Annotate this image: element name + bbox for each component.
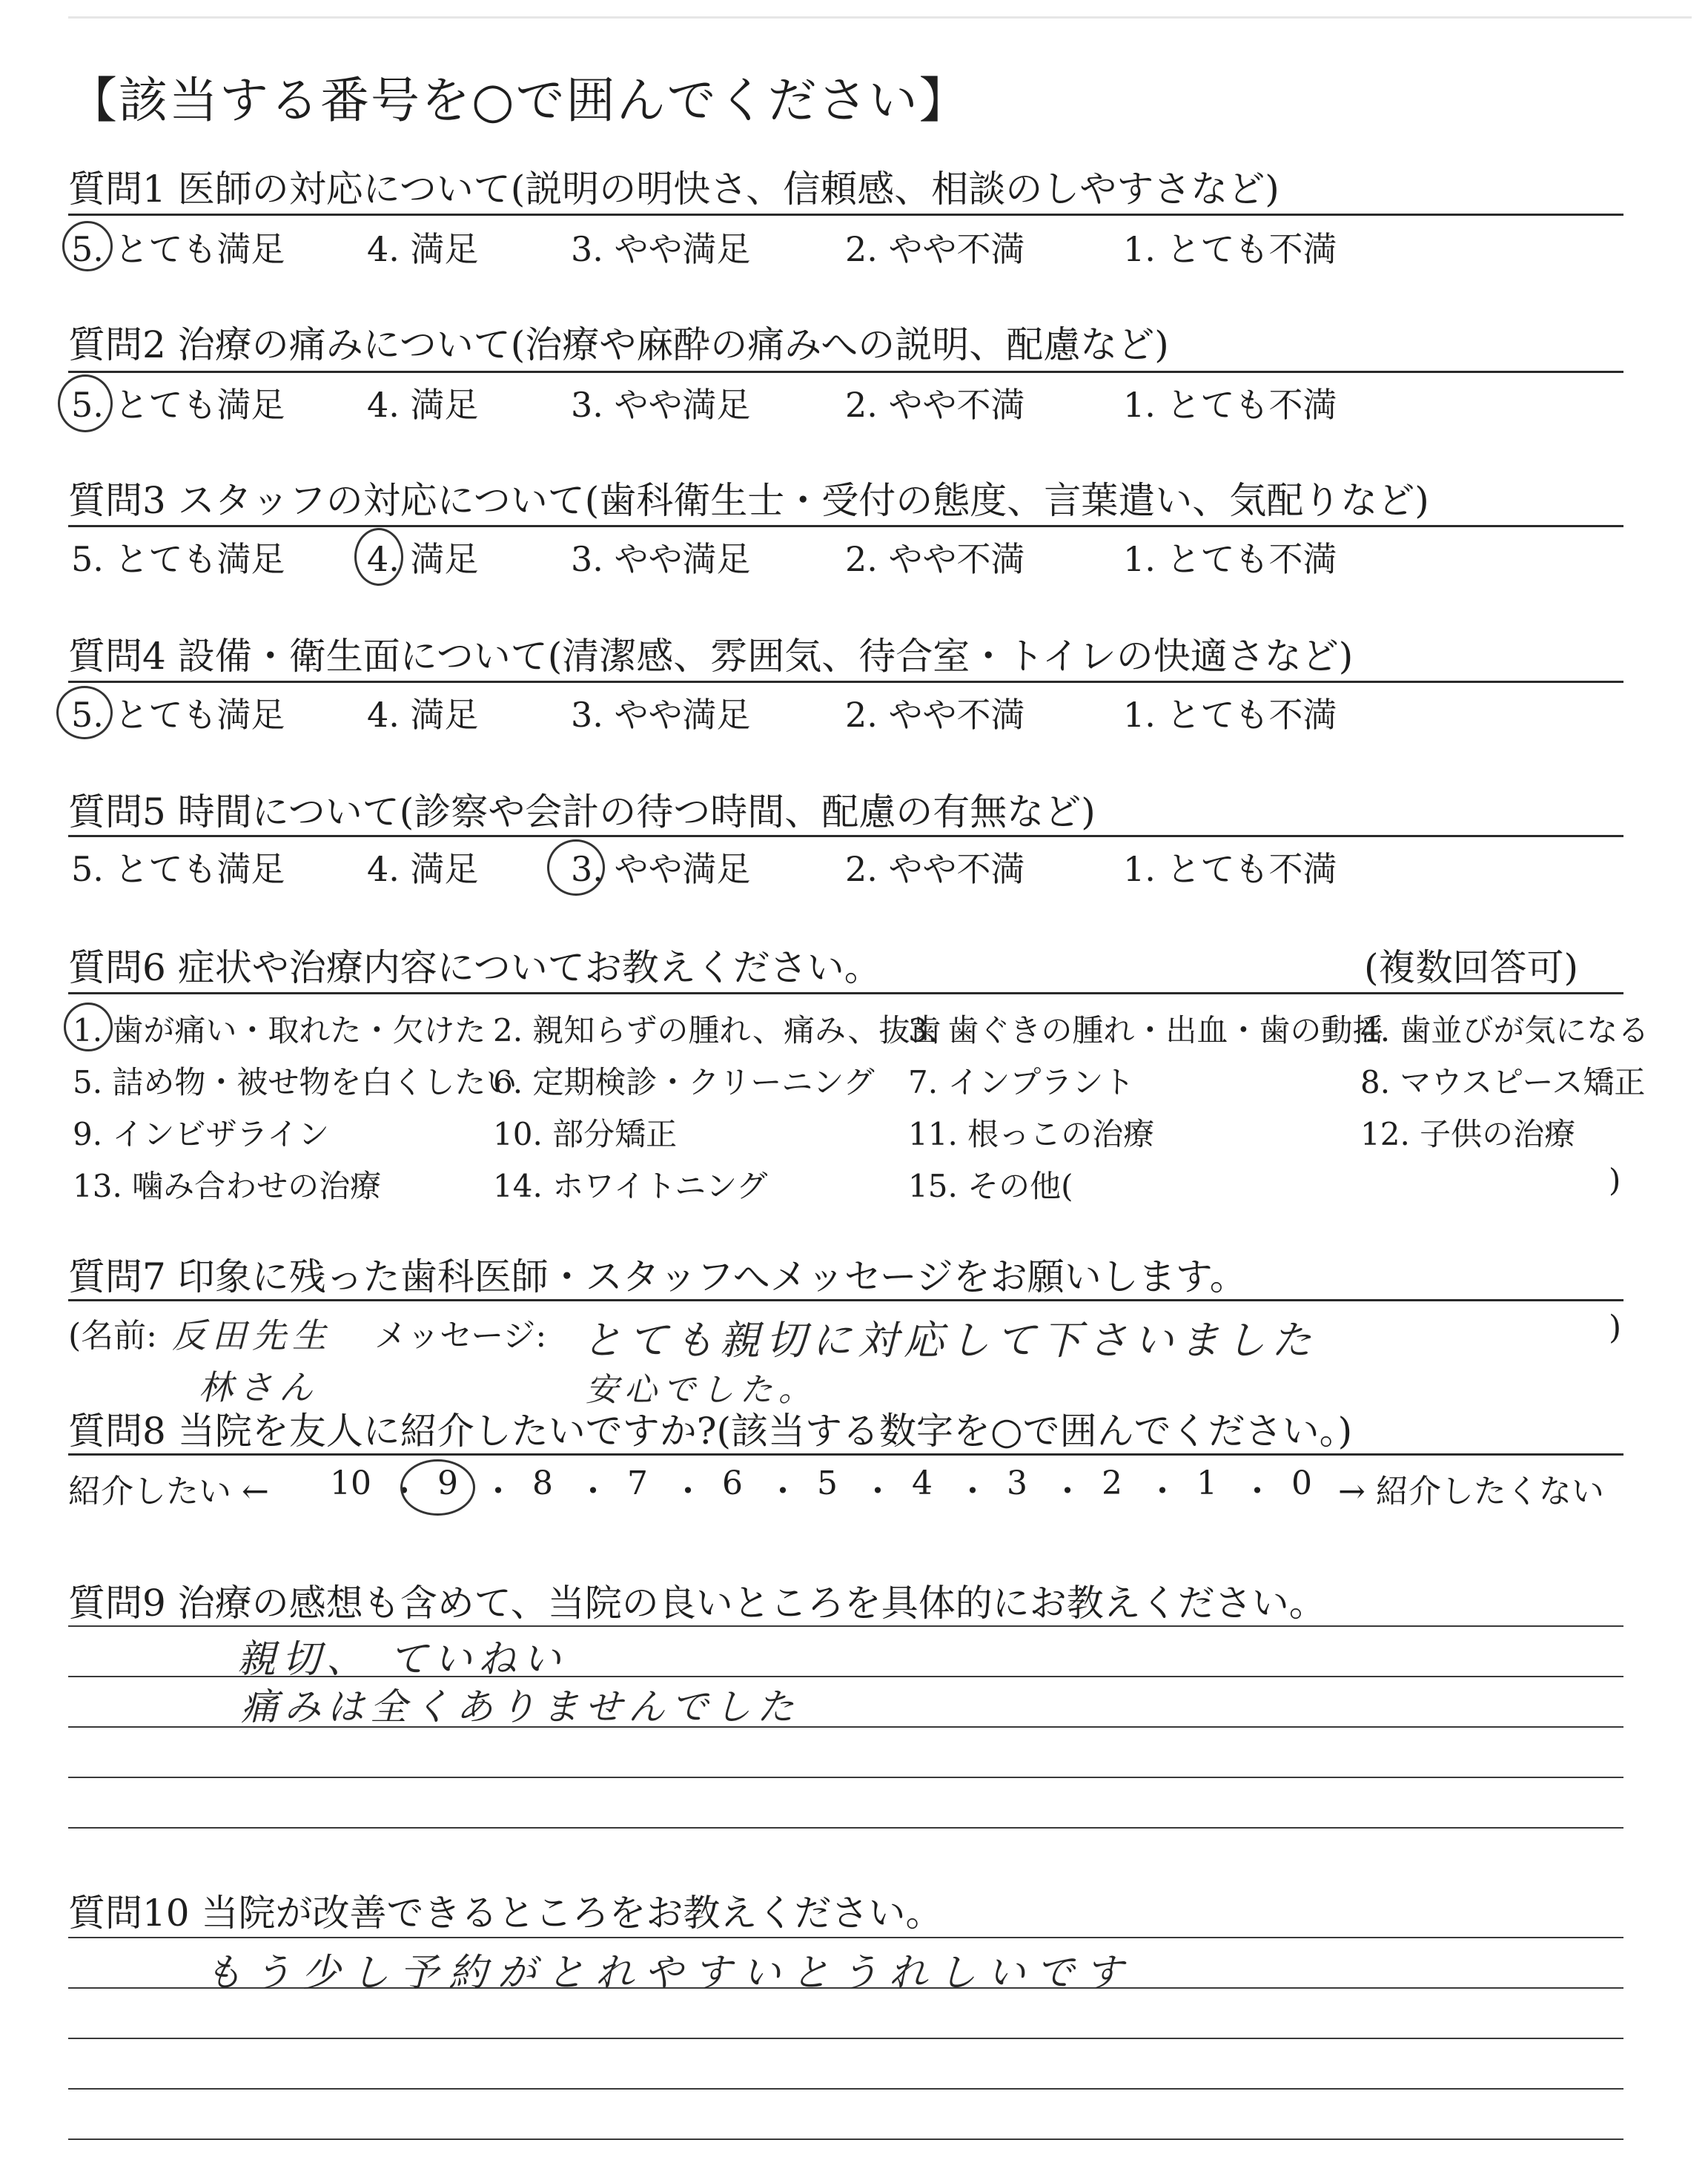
question-3-label: 質問3 スタッフの対応について(歯科衛生士・受付の態度、言葉遣い、気配りなど) bbox=[68, 479, 1429, 522]
q1-option-1[interactable]: 1. とても不満 bbox=[1123, 229, 1337, 269]
q1-option-3[interactable]: 3. やや満足 bbox=[571, 229, 751, 269]
q5-option-2[interactable]: 2. やや不満 bbox=[845, 849, 1025, 889]
q5-selection-circle bbox=[547, 839, 605, 896]
q6-selection-circle bbox=[64, 1003, 113, 1051]
q7-close-paren: ) bbox=[1609, 1309, 1622, 1347]
q6-option-1[interactable]: 1. 歯が痛い・取れた・欠けた bbox=[73, 1012, 486, 1048]
q8-score-4[interactable]: 4 bbox=[912, 1464, 933, 1502]
q2-option-5[interactable]: 5. とても満足 bbox=[71, 385, 285, 425]
q6-option-7[interactable]: 7. インプラント bbox=[908, 1064, 1135, 1100]
q7-message-line-2[interactable]: 安心でした。 bbox=[586, 1371, 817, 1409]
question-3-rule bbox=[68, 525, 1623, 527]
q2-option-3[interactable]: 3. やや満足 bbox=[571, 385, 751, 425]
q8-separator: ・ bbox=[767, 1473, 799, 1510]
q6-option-4[interactable]: 4. 歯並びが気になる bbox=[1360, 1012, 1649, 1048]
q10-line bbox=[68, 2038, 1623, 2039]
q2-option-2[interactable]: 2. やや不満 bbox=[845, 385, 1025, 425]
q9-answer-line-1[interactable]: 親切、 ていねい bbox=[237, 1637, 567, 1682]
q8-left-label: 紹介したい ← bbox=[68, 1473, 269, 1510]
question-10-label: 質問10 当院が改善できるところをお教えください。 bbox=[68, 1892, 943, 1935]
q6-option-8[interactable]: 8. マウスピース矯正 bbox=[1360, 1064, 1646, 1100]
question-7-rule bbox=[68, 1299, 1623, 1301]
q1-selection-circle bbox=[62, 221, 113, 271]
q4-option-4[interactable]: 4. 満足 bbox=[367, 695, 479, 735]
q8-score-9[interactable]: 9 bbox=[437, 1464, 458, 1502]
q4-option-2[interactable]: 2. やや不満 bbox=[845, 695, 1025, 735]
question-4-rule bbox=[68, 681, 1623, 683]
q9-line bbox=[68, 1827, 1623, 1829]
q3-option-1[interactable]: 1. とても不満 bbox=[1123, 539, 1337, 579]
question-6-label: 質問6 症状や治療内容についてお教えください。 bbox=[68, 946, 881, 989]
question-6-note: (複数回答可) bbox=[1364, 946, 1579, 989]
q3-option-2[interactable]: 2. やや不満 bbox=[845, 539, 1025, 579]
q8-selection-circle bbox=[400, 1459, 475, 1516]
q8-separator: ・ bbox=[1146, 1473, 1179, 1510]
q6-option-15-close: ) bbox=[1609, 1162, 1621, 1198]
q8-score-6[interactable]: 6 bbox=[722, 1464, 743, 1502]
q8-separator: ・ bbox=[672, 1473, 704, 1510]
q4-option-1[interactable]: 1. とても不満 bbox=[1123, 695, 1337, 735]
question-8-rule bbox=[68, 1453, 1623, 1456]
question-4-label: 質問4 設備・衛生面について(清潔感、雰囲気、待合室・トイレの快適さなど) bbox=[68, 635, 1354, 678]
q3-selection-circle bbox=[354, 528, 403, 586]
q10-line bbox=[68, 1937, 1623, 1938]
q7-message-line-1[interactable]: とても親切に対応して下さいました bbox=[582, 1317, 1317, 1364]
q8-separator: ・ bbox=[388, 1473, 420, 1510]
question-8-label: 質問8 当院を友人に紹介したいですか?(該当する数字を○で囲んでください。) bbox=[68, 1410, 1353, 1453]
q10-line bbox=[68, 2138, 1623, 2140]
q8-score-5[interactable]: 5 bbox=[817, 1464, 838, 1502]
q8-separator: ・ bbox=[482, 1473, 514, 1510]
q1-option-2[interactable]: 2. やや不満 bbox=[845, 229, 1025, 269]
q8-separator: ・ bbox=[861, 1473, 894, 1510]
question-5-label: 質問5 時間について(診察や会計の待つ時間、配慮の有無など) bbox=[68, 790, 1096, 833]
question-7-label: 質問7 印象に残った歯科医師・スタッフへメッセージをお願いします。 bbox=[68, 1255, 1247, 1298]
q9-line bbox=[68, 1625, 1623, 1627]
q3-option-4[interactable]: 4. 満足 bbox=[367, 539, 479, 579]
q5-option-1[interactable]: 1. とても不満 bbox=[1123, 849, 1337, 889]
q5-option-5[interactable]: 5. とても満足 bbox=[71, 849, 285, 889]
q5-option-4[interactable]: 4. 満足 bbox=[367, 849, 479, 889]
question-5-rule bbox=[68, 835, 1623, 837]
q10-answer-line-1[interactable]: もう少し予約がとれやすいとうれしいです bbox=[204, 1951, 1134, 1995]
question-1-label: 質問1 医師の対応について(説明の明快さ、信頼感、相談のしやすさなど) bbox=[68, 168, 1280, 211]
q6-option-6[interactable]: 6. 定期検診・クリーニング bbox=[493, 1064, 875, 1100]
q6-option-13[interactable]: 13. 噛み合わせの治療 bbox=[73, 1168, 382, 1204]
question-2-label: 質問2 治療の痛みについて(治療や麻酔の痛みへの説明、配慮など) bbox=[68, 323, 1169, 366]
q10-line bbox=[68, 2088, 1623, 2090]
q6-option-14[interactable]: 14. ホワイトニング bbox=[493, 1168, 768, 1204]
question-9-label: 質問9 治療の感想も含めて、当院の良いところを具体的にお教えください。 bbox=[68, 1582, 1326, 1625]
q8-separator: ・ bbox=[956, 1473, 989, 1510]
q1-option-4[interactable]: 4. 満足 bbox=[367, 229, 479, 269]
q8-separator: ・ bbox=[577, 1473, 609, 1510]
q4-option-5[interactable]: 5. とても満足 bbox=[71, 695, 285, 735]
q5-option-3[interactable]: 3. やや満足 bbox=[571, 849, 751, 889]
q8-separator: ・ bbox=[1241, 1473, 1274, 1510]
q7-name-label: (名前: bbox=[68, 1317, 157, 1355]
q7-name-line-1[interactable]: 反田先生 bbox=[172, 1315, 332, 1355]
q9-answer-line-2[interactable]: 痛みは全くありませんでした bbox=[241, 1685, 800, 1728]
q4-option-3[interactable]: 3. やや満足 bbox=[571, 695, 751, 735]
question-6-rule bbox=[68, 992, 1623, 994]
question-2-rule bbox=[68, 371, 1623, 373]
q4-selection-circle bbox=[56, 686, 113, 739]
q8-score-2[interactable]: 2 bbox=[1102, 1464, 1122, 1502]
q6-option-5[interactable]: 5. 詰め物・被せ物を白くしたい bbox=[73, 1064, 517, 1100]
q2-option-1[interactable]: 1. とても不満 bbox=[1123, 385, 1337, 425]
q8-score-1[interactable]: 1 bbox=[1196, 1464, 1217, 1502]
q8-score-8[interactable]: 8 bbox=[532, 1464, 553, 1502]
top-border-line bbox=[68, 16, 1692, 19]
page-title: 【該当する番号を○で囲んでください】 bbox=[68, 72, 970, 129]
question-1-rule bbox=[68, 214, 1623, 216]
q6-option-9[interactable]: 9. インビザライン bbox=[73, 1116, 330, 1152]
q6-option-3[interactable]: 3. 歯ぐきの腫れ・出血・歯の動揺 bbox=[908, 1012, 1384, 1048]
q7-message-label: メッセージ: bbox=[374, 1317, 547, 1355]
q1-option-5[interactable]: 5. とても満足 bbox=[71, 229, 285, 269]
q8-score-10[interactable]: 10 bbox=[330, 1464, 371, 1502]
q8-right-label: → 紹介したくない bbox=[1338, 1473, 1604, 1510]
q2-option-4[interactable]: 4. 満足 bbox=[367, 385, 479, 425]
q8-separator: ・ bbox=[1051, 1473, 1084, 1510]
q7-name-line-2[interactable]: 林さん bbox=[199, 1367, 319, 1407]
q3-option-3[interactable]: 3. やや満足 bbox=[571, 539, 751, 579]
q9-line bbox=[68, 1777, 1623, 1778]
q6-option-15[interactable]: 15. その他( bbox=[908, 1168, 1073, 1204]
q8-score-3[interactable]: 3 bbox=[1007, 1464, 1027, 1502]
q6-option-10[interactable]: 10. 部分矯正 bbox=[493, 1116, 678, 1152]
q6-option-2[interactable]: 2. 親知らずの腫れ、痛み、抜歯 bbox=[493, 1012, 941, 1048]
q8-score-0[interactable]: 0 bbox=[1291, 1464, 1312, 1502]
q6-option-11[interactable]: 11. 根っこの治療 bbox=[908, 1116, 1155, 1152]
q8-score-7[interactable]: 7 bbox=[627, 1464, 648, 1502]
q3-option-5[interactable]: 5. とても満足 bbox=[71, 539, 285, 579]
q6-option-12[interactable]: 12. 子供の治療 bbox=[1360, 1116, 1576, 1152]
q2-selection-circle bbox=[58, 374, 113, 432]
